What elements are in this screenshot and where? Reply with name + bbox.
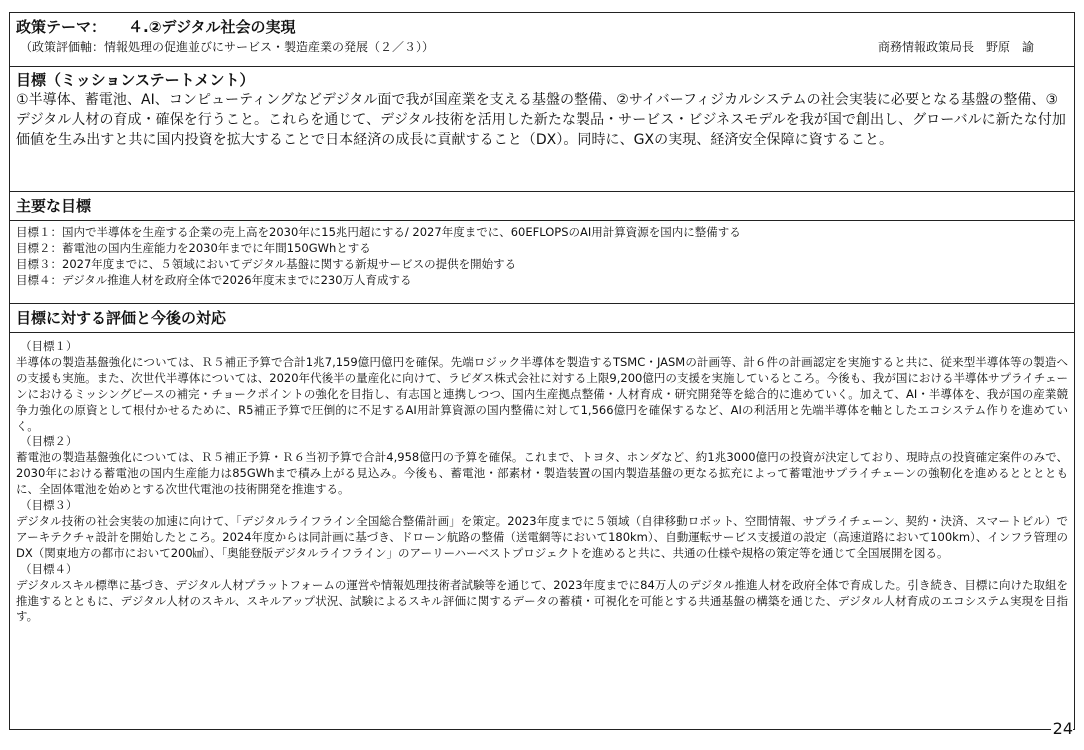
goals-heading-band: [10, 192, 1074, 221]
evaluation-text-goal-1: 半導体の製造基盤強化については、Ｒ５補正予算で合計1兆7,159億円億円を確保。先端ロジック半導体を製造するTSMC・JASMの計画等、計６件の計画認定を実施すると共に、従来型半導体等の製造への支援も実施。また、次世代半導体については、2020年代後半の量産化に向けて、ラピダス株式会社に対する上限9,200億円の支援を実施しているところ。今後も、我が国における半導体サプライチェーンにおけるミッシングピースの補完・チョークポイントの強化を目指し、有志国と連携しつつ、国内生産拠点整備・人材育成・研究開発等を総合的に進めていく。加えて、AI・半導体を、我が国の産業競争力強化の原資として根付かせるために、R5補正予算で圧倒的に不足するAI用計算資源の国内整備に対して1,566億円を確保するなど、AIの利活用と先端半導体を軸としたエコシステム作りを進めていく。: [16, 354, 1068, 433]
goal-item-3: 目標３：2027年度までに、５領域においてデジタル基盤に関する新規サービスの提供を開始する: [16, 257, 517, 271]
goals-list: [10, 221, 1074, 304]
goal-item-2: 目標２：蓄電池の国内生産能力を2030年までに年間150GWhとする: [16, 241, 371, 255]
evaluation-text-goal-2: 蓄電池の製造基盤強化については、Ｒ５補正予算・Ｒ６当初予算で合計4,958億円の予算を確保。これまで、トヨタ、ホンダなど、約1兆3000億円の投資が決定しており、現時点の投資確定案件のみで、2030年における蓄電池の国内生産能力は85GWhまで積み上がる見込み。今後も、蓄電池・部素材・製造装置の国内製造基盤の更なる拡充によって蓄電池サプライチェーンの強靭化を進めるとととともに、全固体電池を始めとする次世代電池の技術開発を推進する。: [16, 450, 1068, 497]
evaluation-label-goal-2: （目標２）: [20, 434, 78, 449]
evaluation-label-goal-1: （目標１）: [20, 339, 78, 353]
mission-section: [10, 67, 1074, 192]
theme-title: ４.②デジタル社会の実現: [128, 18, 296, 36]
page-number: 24: [1052, 719, 1073, 738]
mission-statement: ①半導体、蓄電池、AI、コンピューティングなどデジタル面で我が国産業を支える基盤の整備、②サイバーフィジカルシステムの社会実装に必要となる基盤の整備、③デジタル人材の育成・確保を行うこと。これらを通じて、デジタル技術を活用した新たな製品・サービス・ビジネスモデルを我が国で創出し、グローバルに新たな付加価値を生み出すと共に国内投資を拡大することで日本経済の成長に貢献すること（DX）。同時に、GXの実現、経済安全保障に資すること。: [16, 92, 1066, 149]
evaluation-axis-subtitle: （政策評価軸：情報処理の促進並びにサービス・製造産業の発展（２／３））: [20, 40, 435, 54]
evaluation-text-goal-3: デジタル技術の社会実装の加速に向けて、「デジタルライフライン全国総合整備計画」を策定。2023年度までに５領域（自律移動ロボット、空間情報、サプライチェーン、契約・決済、スマートビル）でアーキテクチャ設計を開始したところ。2024年度からは同計画に基づき、ドローン航路の整備（送電網等において180km）、自動運転サービス支援道の設定（高速道路において100km）、インフラ管理のDX（関東地方の都市において200㎢）、「奥能登版デジタルライフライン」のアーリーハーベストプロジェクトを進めると共に、共通の仕様や規格の策定等を通じて全国展開を図る。: [16, 513, 1068, 560]
policy-theme-title: [16, 17, 1068, 37]
evaluation-heading: 目標に対する評価と今後の対応: [16, 309, 227, 327]
policy-header: [10, 13, 1074, 67]
goal-item-4: 目標４：デジタル推進人材を政府全体で2026年度末までに230万人育成する: [16, 273, 412, 287]
theme-label: 政策テーマ：: [16, 18, 107, 36]
evaluation-label-goal-4: （目標４）: [20, 561, 78, 576]
evaluation-text-goal-4: デジタルスキル標準に基づき、デジタル人材プラットフォームの運営や情報処理技術者試験等を通じて、2023年度までに84万人のデジタル推進人材を政府全体で育成した。引き続き、目標に向けた取組を推進するとともに、デジタル人材のスキル、スキルアップ状況、試験によるスキル評価に関するデータの蓄積・可視化を可能とする共通基盤の構築を通じた、デジタル人材育成のエコシステム実現を目指す。: [16, 577, 1068, 624]
evaluation-label-goal-3: （目標３）: [20, 498, 78, 513]
goals-heading: 主要な目標: [16, 197, 92, 215]
evaluation-heading-band: [10, 304, 1074, 333]
evaluation-body: [10, 333, 1074, 729]
goal-item-1: 目標１：国内で半導体を生産する企業の売上高を2030年に15兆円超にする/ 2027年度までに、60EFLOPSのAI用計算資源を国内に整備する: [16, 225, 741, 239]
policy-subtitle-row: [16, 37, 1068, 57]
mission-heading: 目標（ミッションステートメント）: [16, 71, 255, 89]
responsible-official: 商務情報政策局長 野原 諭: [877, 40, 1034, 54]
policy-sheet: [9, 12, 1075, 730]
